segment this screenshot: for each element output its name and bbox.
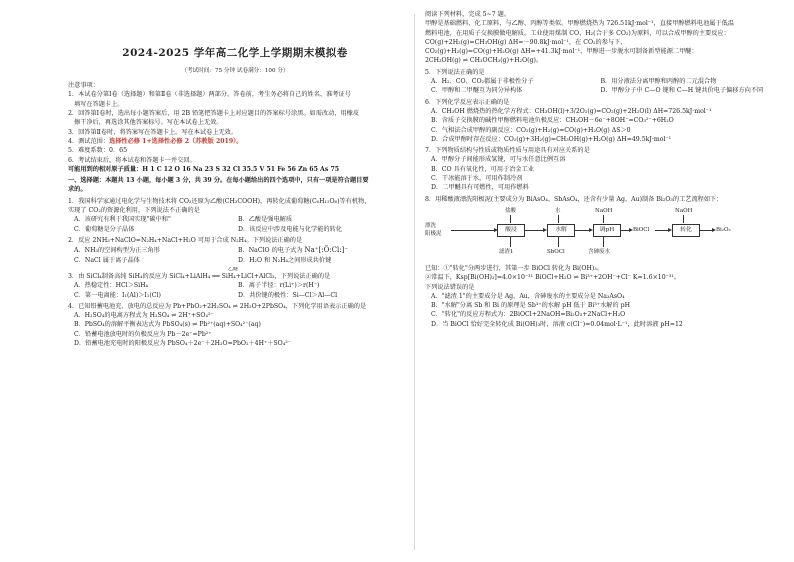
flow-arrow	[524, 230, 544, 231]
option-d: D．H₂O 和 N₂H₄之间形成共价键	[238, 256, 332, 264]
question-stem: 5．下列说法正确的是	[425, 68, 485, 76]
process-box: 水解	[547, 224, 575, 237]
option-b: B．用分液法分离甲醇和丙醇的二元混合物	[600, 78, 717, 86]
notes-heading: 注意事项：	[68, 82, 99, 90]
section-heading: 一、选择题：本题共 13 小题，每小题 3 分，共 39 分。在每小题给出的四个选项中，只有一项是符合题目要	[68, 177, 369, 185]
left-column	[68, 10, 402, 348]
section-heading-cont: 求的。	[68, 186, 87, 194]
option-b: B．PbSO₄的溶解平衡表达式为 PbSO₄(s) ⇌ Pb²⁺(aq)+SO₄²⁻(aq)	[74, 321, 261, 329]
material-line: 2CH₃OH(g) ⇌ CH₃OCH₃(g)+H₂O(g)。	[425, 57, 543, 65]
question-stem: 6．下列化学反应表示正确的是	[425, 98, 510, 106]
option-b: B．CO 具有氧化性，可用于冶金工业	[431, 165, 534, 173]
question-3	[68, 267, 402, 300]
question-7	[425, 146, 770, 192]
waste-label: 含砷废水	[588, 248, 611, 255]
process-box: 酸浸	[497, 224, 525, 237]
start-label: 漂洗	[425, 222, 437, 229]
flow-arrow	[451, 230, 495, 231]
page-title: 2024-2025 学年高二化学上学期期末模拟卷	[122, 47, 348, 59]
note-line: 3．回答第Ⅱ卷时，将答案写在答题卡上。写在本试卷上无效。	[68, 128, 238, 136]
option-b: B．含质子交换膜的碱性甲醇燃料电池负极反应：CH₃OH－6e⁻+8OH⁻=CO₃²⁻+6H₂O	[431, 117, 674, 125]
process-box: 调pH	[593, 224, 621, 237]
question-stem: 2．反应 2NH₃+NaClO=N₂H₄+NaCl+H₂O 可用于合成 N₂H₄。下列说法正确的是	[68, 236, 303, 244]
process-box: 转化	[672, 224, 700, 237]
note-line-scope	[68, 137, 402, 146]
flow-line	[558, 215, 559, 223]
product-label: Bi₂O₃	[716, 226, 731, 233]
option-a: A．H₂、CO、CO₂都属于非极性分子	[431, 78, 534, 86]
page-subtitle: （考试时间：75 分钟 试卷满分：100 分）	[181, 67, 289, 74]
option-c: C．"转化"的反应方程式为：2BiOCl+2NaOH=Bi₂O₃+2NaCl+H₂O	[431, 311, 626, 319]
process-flow-diagram	[425, 207, 770, 261]
material-line: 燃料电池，在用质子交换膜做电解质。工业使用煤制 CO、H₂(合于多 CO₂)为原料，可以合成甲醇的主要反应：	[425, 29, 730, 37]
question-stem: 4．已知铅蓄电池充、放电的总反应为 Pb+PbO₂+2H₂SO₄ ⇌ 2H₂O+2PbSO₄，下列化学用语表示正确的是	[68, 302, 367, 310]
note-line: 擦干净后，再选涂其他答案标号。写在本试卷上无效。	[74, 119, 223, 127]
option-d: D．当 BiOCl 恰好完全转化成 Bi(OH)₃时，溶液 c(Cl⁻)=0.04mol·L⁻¹，此时溶液 pH=12	[431, 320, 683, 328]
question-stem: 7．下列物质结构与性质或物质性质与用途具有对应关系的是	[425, 147, 590, 155]
flow-line	[603, 215, 604, 223]
option-c: C．第一电离能：I₁(Al)＞I₁(Cl)	[74, 291, 161, 299]
atomic-mass-line: 可能用到的相对原子质量：H 1 C 12 O 16 Na 23 S 32 Cl 35.5 V 51 Fe 56 Zn 65 As 75	[68, 165, 340, 173]
scope-label: 4．测试范围：	[68, 137, 110, 145]
flow-arrow	[655, 230, 669, 231]
flow-line	[558, 237, 559, 247]
waste-label: 滤渣1	[499, 248, 514, 255]
option-d: D．合成甲醇时存在反应：CO₂(g)+3H₂(g)=CH₃OH(g)+H₂O(g) ΔH=49.5kJ·mol⁻¹	[431, 135, 672, 143]
known-line: ②常温下，Ksp[Bi(OH)₃]=4.0×10⁻³¹ BiOCl+H₂O ⇌ Bi³⁺+2OH⁻+Cl⁻ K=1.6×10⁻³¹。	[425, 274, 681, 282]
note-line: 填写在答题卡上。	[74, 100, 124, 108]
question-4	[68, 302, 402, 348]
option-c: C．甲醇和二甲醚互为同分异构体	[431, 87, 523, 95]
option-c: C．气相法合成甲醇的副反应：CO₂(g)+H₂(g)=CO(g)+H₂O(g) ΔS＞0	[431, 126, 631, 134]
option-d: D．该反应中涉及电能与化学能的转化	[238, 225, 342, 233]
material-line: CO(g)+2H₂(g)=CH₃OH(g) ΔH=－90.8kJ·mol⁻¹，在 CO₂的参与下，	[425, 38, 627, 46]
note-line: 1．本试卷分第Ⅰ卷（选择题）和第Ⅱ卷（非选择题）两部分。答卷前，考生务必将自己的姓名、准考证号	[68, 91, 351, 99]
reagent-label: 水	[555, 207, 561, 214]
option-a: A．H₂SO₄的电离方程式为 H₂SO₄ ⇌ 2H⁺+SO₄²⁻	[74, 312, 214, 320]
option-c: C．铅蓄电池放电时的负极反应为 Pb－2e⁻=Pb²⁺	[74, 330, 212, 338]
known-line: 已知：①"转化"分两步进行，其第一步 BiOCl 转化为 Bi(OH)₃。	[425, 264, 603, 272]
material-line: CO₂(g)+H₂(g)=CO(g)+H₂O(g) ΔH=+41.3kJ·mol⁻¹，甲醇进一步脱水可制备新型能源二甲醚：	[425, 48, 698, 56]
option-b	[238, 245, 402, 256]
question-stem: 实现了 CO₂的资源化利用，下列说法不正确的是	[68, 207, 200, 214]
flow-line	[683, 215, 684, 223]
question-1	[68, 197, 402, 234]
reaction-condition: 乙醚	[228, 266, 239, 272]
option-a: A．热稳定性：HCl＞SiH₄	[74, 282, 148, 290]
option-d: D．甲醇分子中 C—O 键和 C—H 键共价电子偏移方向不同	[600, 87, 764, 95]
known-line: 下列说法错误的是	[425, 283, 475, 291]
option-c: C．干冰能溶于水，可用作制冷剂	[431, 175, 523, 183]
reagent-label: NaOH	[675, 207, 693, 214]
intermediate-label: BiOCl	[633, 226, 650, 233]
question-8	[425, 195, 770, 329]
flow-line	[510, 237, 511, 247]
note-line: 5．难度系数：0．65	[68, 147, 128, 155]
flow-arrow	[574, 230, 590, 231]
flow-line	[603, 237, 604, 247]
option-a: A．NH₃的空间构型为正三角形	[74, 246, 160, 254]
question-6	[425, 98, 770, 144]
option-b: B．乙酸是强电解质	[238, 216, 293, 224]
option-a: A．"滤渣 1"的主要成分是 Ag、Au，含砷废水的主要成分是 Na₃AsO₄	[431, 292, 625, 300]
option-b-text: B．NaClO 的电子式为	[238, 246, 303, 254]
option-c: C．葡萄糖是分子晶体	[74, 225, 135, 233]
flow-arrow	[620, 230, 630, 231]
column-divider	[414, 14, 415, 550]
start-label: 阳极泥	[425, 230, 442, 237]
option-c: C．NaCl 属于离子晶体	[74, 256, 140, 264]
option-d: D．铅蓄电池充电时的阳极反应为 PbSO₄＋2e⁻＋2H₂O=PbO₂＋4H⁺＋SO₄²⁻	[74, 340, 291, 348]
option-a: A．甲醇分子间能形成氢键，可与水任意比例互溶	[431, 156, 566, 164]
option-d: D．二甲醚具有可燃性，可用作燃料	[431, 184, 529, 192]
scope-value: 选择性必修 1+选择性必修 2（苏教版 2019）。	[109, 137, 243, 145]
option-a: A．CH₃OH 燃烧热的热化学方程式：CH₃OH(l)+3/2O₂(g)=CO₂(g)+2H₂O(l) ΔH=726.5kJ·mol⁻¹	[431, 107, 712, 115]
right-column	[425, 10, 770, 329]
reagent-label: 盐酸	[505, 207, 517, 214]
option-a: A．该研究有利于我国实现"碳中和"	[74, 216, 171, 224]
electron-formula: Na⁺[:Ö:Cl:]⁻	[304, 246, 349, 255]
material-line: 甲醇是基础燃料、化工原料，与乙醇、丙醇等类似。甲醇燃烧热为 726.51kJ·mol⁻¹，直接甲醇燃料电池属于低温	[425, 20, 735, 28]
waste-label: SbOCl	[547, 248, 565, 255]
question-stem: 8．用稀酸液漂洗阳极泥(主要成分为 BiAsO₄、SbAsO₄，还含有少量 Ag、Au)制备 Bi₂O₃的工艺流程如下：	[425, 195, 723, 203]
material-line: 阅读下列材料，完成 5~7 题。	[425, 11, 511, 18]
option-b: B．"水解"分离 Sb 和 Bi 的原理是 Sb³⁺的水解 pH 低于 Bi³⁺水解的 pH	[431, 302, 630, 310]
option-b: B．离子半径：r(Li⁺)＞r(H⁻)	[238, 282, 320, 290]
question-2	[68, 236, 402, 265]
flow-arrow	[699, 230, 713, 231]
question-stem: 3．由 SiCl₄制备高纯 SiH₄的反应为 SiCl₄+LiAlH₄ ══ SiH₄+LiCl+AlCl₃，下列说法正确的是	[68, 272, 331, 280]
note-line: 6．考试结束后，将本试卷和答题卡一并交回。	[68, 156, 196, 164]
question-stem: 1．我国科学家通过电化学与生物技术将 CO₂还原为乙酸(CH₃COOH)，再转化成葡萄糖(C₆H₁₂O₆)等有机物，	[68, 197, 371, 205]
question-5	[425, 68, 770, 96]
note-line: 2．回答第Ⅰ卷时，选出每小题答案后，用 2B 铅笔把答题卡上对应题目的答案标号涂黑。如需改动，用橡皮	[68, 110, 360, 118]
reagent-label: NaOH	[595, 207, 613, 214]
flow-line	[510, 215, 511, 223]
option-d: D．共价键的极性：Si—Cl＞Al—Cl	[238, 291, 338, 299]
